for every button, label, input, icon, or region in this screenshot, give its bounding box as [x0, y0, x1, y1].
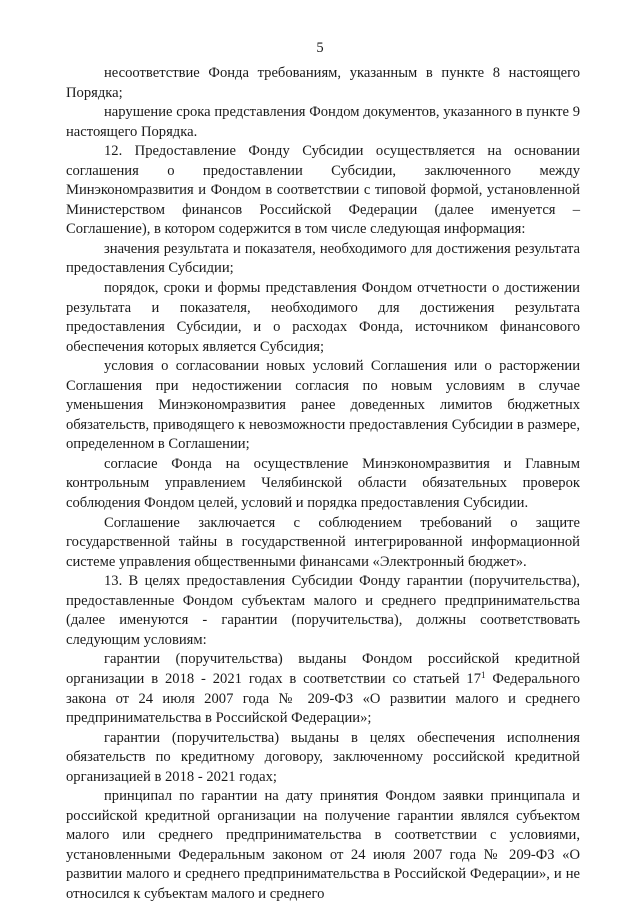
paragraph: гарантии (поручительства) выданы в целях обеспечения исполнения обязательств по кредитному договору, заключенному российской кредитной организацией в 2018 - 2021 годах; [66, 729, 580, 785]
superscript: 1 [481, 669, 486, 680]
paragraph: условия о согласовании новых условий Соглашения или о расторжении Соглашения при недостижении согласия по новым условиям в случае уменьшения Минэкономразвития ранее доведенных лимитов бюджетных обязательств, приводящего к невозможности предоставления Субсидии в размере, определенном в Соглашении; [66, 358, 580, 453]
paragraph: Соглашение заключается с соблюдением требований о защите государственной тайны в государственной интегрированной информационной системе управления общественными финансами «Электронный бюджет». [66, 514, 580, 570]
paragraph-text: Федерального закона от 24 июля 2007 года № 209-ФЗ «О развитии малого и среднего предпринимательства в Российской Федерации»; [66, 670, 580, 727]
paragraph: порядок, сроки и формы представления Фондом отчетности о достижении результата и показателя, необходимого для достижения результата предоставления Субсидии, и о расходах Фонда, источником финансового обеспечения которых является Субсидия; [66, 280, 580, 355]
paragraph: 13. В целях предоставления Субсидии Фонду гарантии (поручительства), предоставленные Фондом субъектам малого и среднего предпринимательства (далее именуются - гарантии (поручительства), должны соответствовать следующим условиям: [66, 573, 580, 648]
page-number: 5 [316, 40, 324, 56]
document-body [66, 64, 580, 905]
paragraph: значения результата и показателя, необходимого для достижения результата предоставления Субсидии; [66, 240, 580, 277]
paragraph: несоответствие Фонда требованиям, указанным в пункте 8 настоящего Порядка; [66, 65, 580, 101]
paragraph: 12. Предоставление Фонду Субсидии осуществляется на основании соглашения о предоставлении Субсидии, заключенного между Минэкономразвития и Фондом в соответствии с типовой формой, установленной Министерством финансов Российской Федерации (далее именуется – Соглашение), в котором содержится в том числе следующая информация: [66, 143, 580, 238]
paragraph: согласие Фонда на осуществление Минэкономразвития и Главным контрольным управлением Челябинской области обязательных проверок соблюдения Фондом целей, условий и порядка предоставления Субсидии. [66, 455, 580, 512]
paragraph [66, 650, 580, 728]
paragraph: нарушение срока представления Фондом документов, указанного в пункте 9 настоящего Порядка. [66, 104, 580, 140]
paragraph: принципал по гарантии на дату принятия Фондом заявки принципала и российской кредитной организации на получение гарантии являлся субъектом малого или среднего предпринимательства в соответствии с условиями, установленными Федеральным законом от 24 июля 2007 года № 209-ФЗ «О развитии малого и среднего предпринимательства в Российской Федерации», и не относился к субъектам малого и среднего [66, 788, 580, 902]
paragraph-text: гарантии (поручительства) выданы Фондом российской кредитной организации в 2018 - 2021 годах в соответствии со статьей 17 [66, 651, 580, 687]
